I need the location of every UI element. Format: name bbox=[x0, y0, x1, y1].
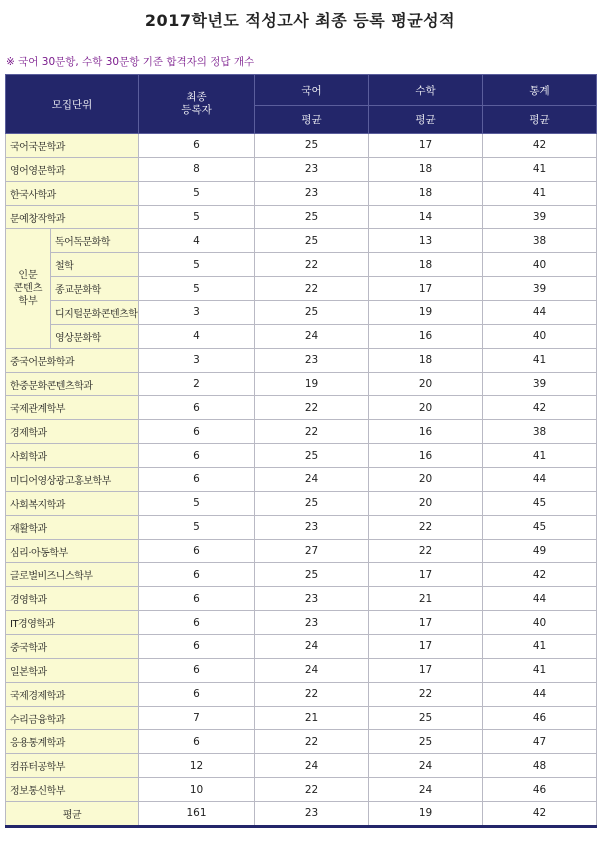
table-row bbox=[6, 348, 597, 372]
enrolled-count: 6 bbox=[139, 468, 255, 492]
korean-avg: 23 bbox=[255, 515, 369, 539]
header-korean: 국어 bbox=[255, 75, 369, 106]
korean-avg: 25 bbox=[255, 301, 369, 325]
korean-avg: 23 bbox=[255, 611, 369, 635]
korean-avg: 23 bbox=[255, 802, 369, 827]
enrolled-count: 6 bbox=[139, 635, 255, 659]
stats-avg: 44 bbox=[483, 587, 597, 611]
stats-avg: 41 bbox=[483, 444, 597, 468]
math-avg: 20 bbox=[369, 372, 483, 396]
enrolled-count: 5 bbox=[139, 181, 255, 205]
unit-name: 심리·아동학부 bbox=[6, 539, 139, 563]
stats-avg: 42 bbox=[483, 396, 597, 420]
korean-avg: 23 bbox=[255, 181, 369, 205]
korean-avg: 25 bbox=[255, 444, 369, 468]
unit-name: 종교문화학 bbox=[51, 277, 139, 301]
note-text: ※ 국어 30문항, 수학 30문항 기준 합격자의 정답 개수 bbox=[6, 56, 255, 68]
enrolled-count: 3 bbox=[139, 301, 255, 325]
stats-avg: 40 bbox=[483, 324, 597, 348]
table-row bbox=[6, 730, 597, 754]
unit-name: 수리금융학과 bbox=[6, 706, 139, 730]
enrolled-count: 5 bbox=[139, 205, 255, 229]
math-avg: 24 bbox=[369, 754, 483, 778]
enrolled-count: 6 bbox=[139, 730, 255, 754]
table-row bbox=[6, 563, 597, 587]
math-avg: 24 bbox=[369, 778, 483, 802]
table-row bbox=[6, 515, 597, 539]
header-math: 수학 bbox=[369, 75, 483, 106]
korean-avg: 22 bbox=[255, 396, 369, 420]
stats-avg: 40 bbox=[483, 611, 597, 635]
stats-avg: 45 bbox=[483, 491, 597, 515]
unit-name: 영상문화학 bbox=[51, 324, 139, 348]
stats-avg: 39 bbox=[483, 277, 597, 301]
math-avg: 13 bbox=[369, 229, 483, 253]
korean-avg: 24 bbox=[255, 324, 369, 348]
unit-name: IT경영학과 bbox=[6, 611, 139, 635]
enrolled-count: 5 bbox=[139, 277, 255, 301]
enrolled-count: 2 bbox=[139, 372, 255, 396]
math-avg: 18 bbox=[369, 181, 483, 205]
header-math-avg: 평균 bbox=[369, 106, 483, 134]
table-row bbox=[6, 157, 597, 181]
math-avg: 18 bbox=[369, 253, 483, 277]
table-row bbox=[6, 324, 597, 348]
stats-avg: 46 bbox=[483, 706, 597, 730]
korean-avg: 27 bbox=[255, 539, 369, 563]
unit-name: 컴퓨터공학부 bbox=[6, 754, 139, 778]
table-body bbox=[6, 134, 597, 827]
korean-avg: 22 bbox=[255, 778, 369, 802]
math-avg: 22 bbox=[369, 539, 483, 563]
stats-avg: 40 bbox=[483, 253, 597, 277]
stats-avg: 48 bbox=[483, 754, 597, 778]
table-row bbox=[6, 754, 597, 778]
korean-avg: 21 bbox=[255, 706, 369, 730]
unit-name: 응용통계학과 bbox=[6, 730, 139, 754]
korean-avg: 22 bbox=[255, 277, 369, 301]
enrolled-count: 4 bbox=[139, 229, 255, 253]
korean-avg: 23 bbox=[255, 587, 369, 611]
enrolled-count: 8 bbox=[139, 157, 255, 181]
stats-avg: 42 bbox=[483, 563, 597, 587]
grades-table bbox=[5, 74, 597, 828]
table-row bbox=[6, 539, 597, 563]
header-enrolled: 최종 등록자 bbox=[139, 75, 255, 134]
korean-avg: 24 bbox=[255, 468, 369, 492]
korean-avg: 22 bbox=[255, 253, 369, 277]
stats-avg: 41 bbox=[483, 348, 597, 372]
stats-avg: 49 bbox=[483, 539, 597, 563]
enrolled-count: 5 bbox=[139, 491, 255, 515]
korean-avg: 23 bbox=[255, 157, 369, 181]
average-row bbox=[6, 802, 597, 827]
enrolled-count: 4 bbox=[139, 324, 255, 348]
table-row bbox=[6, 587, 597, 611]
table-row bbox=[6, 778, 597, 802]
stats-avg: 41 bbox=[483, 181, 597, 205]
enrolled-count: 6 bbox=[139, 539, 255, 563]
unit-name: 국제관계학부 bbox=[6, 396, 139, 420]
korean-avg: 25 bbox=[255, 229, 369, 253]
stats-avg: 41 bbox=[483, 157, 597, 181]
math-avg: 22 bbox=[369, 682, 483, 706]
header-stats-avg: 평균 bbox=[483, 106, 597, 134]
enrolled-count: 7 bbox=[139, 706, 255, 730]
unit-name: 글로벌비즈니스학부 bbox=[6, 563, 139, 587]
stats-avg: 42 bbox=[483, 134, 597, 158]
math-avg: 16 bbox=[369, 420, 483, 444]
korean-avg: 24 bbox=[255, 635, 369, 659]
unit-name: 국어국문학과 bbox=[6, 134, 139, 158]
unit-name: 국제경제학과 bbox=[6, 682, 139, 706]
unit-name: 영어영문학과 bbox=[6, 157, 139, 181]
table-row bbox=[6, 491, 597, 515]
korean-avg: 19 bbox=[255, 372, 369, 396]
enrolled-count: 6 bbox=[139, 658, 255, 682]
enrolled-count: 6 bbox=[139, 682, 255, 706]
math-avg: 14 bbox=[369, 205, 483, 229]
unit-name: 경제학과 bbox=[6, 420, 139, 444]
enrolled-count: 161 bbox=[139, 802, 255, 827]
unit-name: 정보통신학부 bbox=[6, 778, 139, 802]
korean-avg: 25 bbox=[255, 563, 369, 587]
math-avg: 21 bbox=[369, 587, 483, 611]
math-avg: 17 bbox=[369, 611, 483, 635]
korean-avg: 25 bbox=[255, 491, 369, 515]
table-row bbox=[6, 682, 597, 706]
unit-name: 디지털문화콘텐츠학 bbox=[51, 301, 139, 325]
math-avg: 25 bbox=[369, 730, 483, 754]
korean-avg: 25 bbox=[255, 205, 369, 229]
stats-avg: 41 bbox=[483, 635, 597, 659]
korean-avg: 23 bbox=[255, 348, 369, 372]
math-avg: 17 bbox=[369, 563, 483, 587]
enrolled-count: 6 bbox=[139, 563, 255, 587]
stats-avg: 41 bbox=[483, 658, 597, 682]
header-stats: 통계 bbox=[483, 75, 597, 106]
stats-avg: 39 bbox=[483, 372, 597, 396]
table-row bbox=[6, 134, 597, 158]
stats-avg: 47 bbox=[483, 730, 597, 754]
enrolled-count: 12 bbox=[139, 754, 255, 778]
enrolled-count: 6 bbox=[139, 611, 255, 635]
korean-avg: 24 bbox=[255, 658, 369, 682]
enrolled-count: 10 bbox=[139, 778, 255, 802]
unit-name: 한국사학과 bbox=[6, 181, 139, 205]
enrolled-count: 6 bbox=[139, 134, 255, 158]
math-avg: 19 bbox=[369, 802, 483, 827]
page-title: 2017학년도 적성고사 최종 등록 평균성적 bbox=[144, 11, 456, 30]
stats-avg: 39 bbox=[483, 205, 597, 229]
enrolled-count: 5 bbox=[139, 253, 255, 277]
unit-name: 일본학과 bbox=[6, 658, 139, 682]
stats-avg: 38 bbox=[483, 420, 597, 444]
stats-avg: 44 bbox=[483, 682, 597, 706]
korean-avg: 22 bbox=[255, 420, 369, 444]
unit-name: 중국학과 bbox=[6, 635, 139, 659]
unit-name: 독어독문화학 bbox=[51, 229, 139, 253]
math-avg: 22 bbox=[369, 515, 483, 539]
math-avg: 25 bbox=[369, 706, 483, 730]
enrolled-count: 3 bbox=[139, 348, 255, 372]
enrolled-count: 6 bbox=[139, 587, 255, 611]
table-row bbox=[6, 229, 597, 253]
table-row bbox=[6, 301, 597, 325]
math-avg: 17 bbox=[369, 635, 483, 659]
table-row bbox=[6, 468, 597, 492]
math-avg: 20 bbox=[369, 396, 483, 420]
korean-avg: 22 bbox=[255, 682, 369, 706]
average-label: 평균 bbox=[6, 802, 139, 827]
unit-name: 미디어영상광고홍보학부 bbox=[6, 468, 139, 492]
enrolled-count: 6 bbox=[139, 396, 255, 420]
math-avg: 16 bbox=[369, 444, 483, 468]
table-row bbox=[6, 706, 597, 730]
group-label: 인문 콘텐츠 학부 bbox=[6, 229, 51, 348]
math-avg: 20 bbox=[369, 491, 483, 515]
unit-name: 재활학과 bbox=[6, 515, 139, 539]
math-avg: 18 bbox=[369, 157, 483, 181]
table-row bbox=[6, 444, 597, 468]
korean-avg: 25 bbox=[255, 134, 369, 158]
unit-name: 사회복지학과 bbox=[6, 491, 139, 515]
enrolled-count: 6 bbox=[139, 420, 255, 444]
unit-name: 사회학과 bbox=[6, 444, 139, 468]
table-row bbox=[6, 372, 597, 396]
header-korean-avg: 평균 bbox=[255, 106, 369, 134]
math-avg: 17 bbox=[369, 277, 483, 301]
header-unit: 모집단위 bbox=[6, 75, 139, 134]
korean-avg: 24 bbox=[255, 754, 369, 778]
math-avg: 18 bbox=[369, 348, 483, 372]
table-row bbox=[6, 253, 597, 277]
table-row bbox=[6, 277, 597, 301]
unit-name: 철학 bbox=[51, 253, 139, 277]
unit-name: 중국어문화학과 bbox=[6, 348, 139, 372]
stats-avg: 46 bbox=[483, 778, 597, 802]
table-row bbox=[6, 635, 597, 659]
table-row bbox=[6, 181, 597, 205]
stats-avg: 45 bbox=[483, 515, 597, 539]
unit-name: 경영학과 bbox=[6, 587, 139, 611]
stats-avg: 44 bbox=[483, 468, 597, 492]
math-avg: 19 bbox=[369, 301, 483, 325]
enrolled-count: 6 bbox=[139, 444, 255, 468]
table-row bbox=[6, 611, 597, 635]
korean-avg: 22 bbox=[255, 730, 369, 754]
table-row bbox=[6, 396, 597, 420]
math-avg: 17 bbox=[369, 134, 483, 158]
enrolled-count: 5 bbox=[139, 515, 255, 539]
stats-avg: 38 bbox=[483, 229, 597, 253]
math-avg: 17 bbox=[369, 658, 483, 682]
unit-name: 문예창작학과 bbox=[6, 205, 139, 229]
stats-avg: 42 bbox=[483, 802, 597, 827]
table-row bbox=[6, 658, 597, 682]
math-avg: 20 bbox=[369, 468, 483, 492]
table-row bbox=[6, 205, 597, 229]
math-avg: 16 bbox=[369, 324, 483, 348]
table-row bbox=[6, 420, 597, 444]
unit-name: 한중문화콘텐츠학과 bbox=[6, 372, 139, 396]
stats-avg: 44 bbox=[483, 301, 597, 325]
